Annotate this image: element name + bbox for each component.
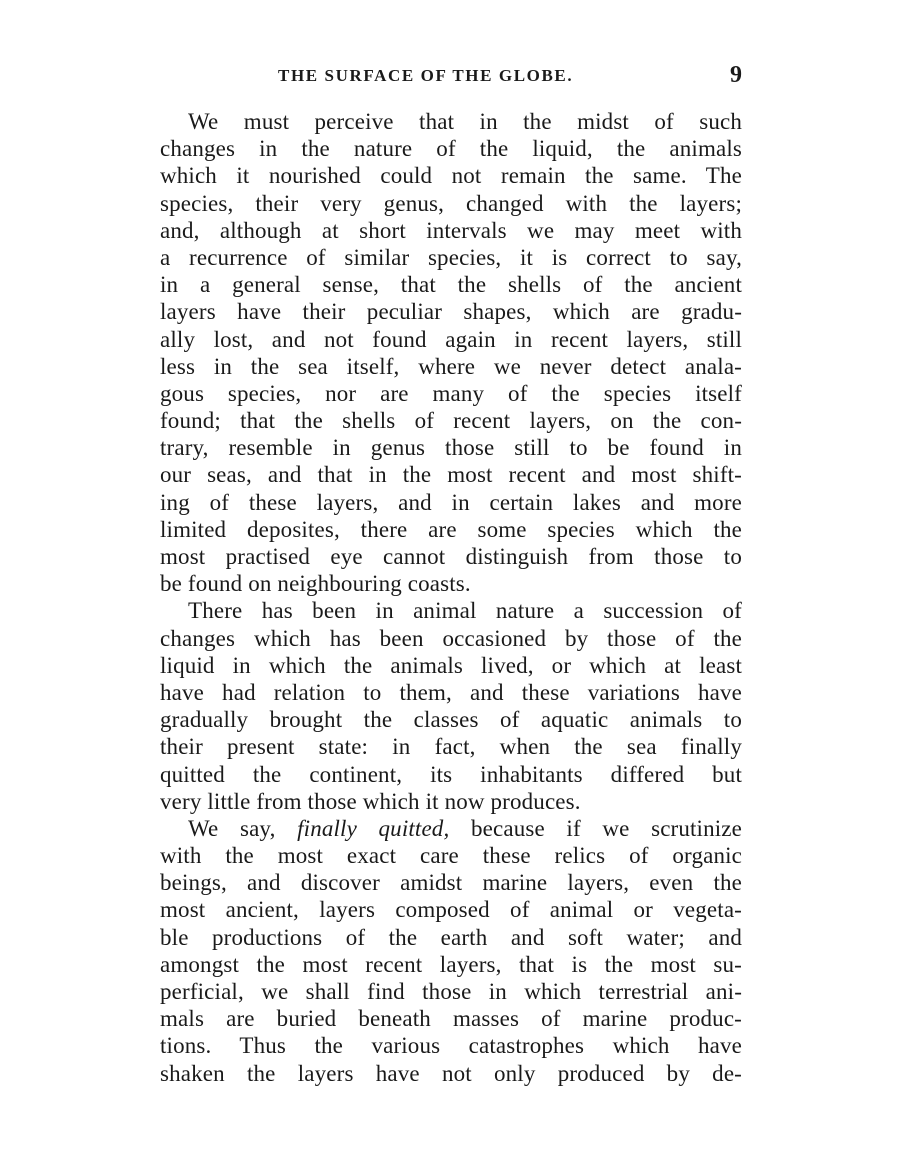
text-line: be found on neighbouring coasts. [160, 571, 471, 597]
paragraph-1 [160, 108, 742, 597]
text-line: ally lost, and not found again in recent layers, still [160, 326, 742, 352]
text-line: layers have their peculiar shapes, which are gradu- [160, 299, 742, 325]
paragraph-2 [160, 597, 742, 815]
text-line: their present state: in fact, when the sea finally [160, 734, 742, 760]
text-line: species, their very genus, changed with the layers; [160, 190, 742, 216]
text-line: amongst the most recent layers, that is the most su- [160, 951, 742, 977]
text-line: with the most exact care these relics of organic [160, 843, 742, 869]
text-line: mals are buried beneath masses of marine produc- [160, 1006, 742, 1032]
text-line: gous species, nor are many of the species itself [160, 380, 742, 406]
text-line: We must perceive that in the midst of such [188, 109, 742, 134]
text-run: We say, [188, 815, 298, 841]
text-line: limited deposites, there are some species which the [160, 516, 742, 542]
text-line: tions. Thus the various catastrophes which have [160, 1033, 742, 1059]
text-line: There has been in animal nature a succession of [188, 598, 742, 624]
text-line: trary, resemble in genus those still to be found in [160, 435, 742, 461]
text-line: gradually brought the classes of aquatic animals to [160, 707, 742, 733]
text-line: and, although at short intervals we may meet with [160, 217, 742, 243]
italic-emphasis: finally quitted, [297, 815, 450, 841]
text-line: a recurrence of similar species, it is correct to say, [160, 244, 742, 270]
text-line: changes which has been occasioned by those of the [160, 625, 742, 651]
text-line [160, 815, 742, 842]
text-line: which it nourished could not remain the same. The [160, 163, 742, 189]
running-head-title: THE SURFACE OF THE GLOBE. [278, 66, 574, 85]
text-line: liquid in which the animals lived, or which at least [160, 652, 742, 678]
text-line: have had relation to them, and these variations have [160, 679, 742, 705]
text-run: because if we scrutinize [449, 815, 742, 841]
text-line: shaken the layers have not only produced by de- [160, 1060, 742, 1086]
text-line: found; that the shells of recent layers, on the con- [160, 408, 742, 434]
text-line: in a general sense, that the shells of the ancient [160, 272, 742, 298]
text-line: ble productions of the earth and soft water; and [160, 924, 742, 950]
text-line: beings, and discover amidst marine layers, even the [160, 870, 742, 896]
text-line: our seas, and that in the most recent and most shift- [160, 462, 742, 488]
text-line: very little from those which it now produces. [160, 788, 581, 814]
text-line: less in the sea itself, where we never detect anala- [160, 353, 742, 379]
text-line: most ancient, layers composed of animal or vegeta- [160, 897, 742, 923]
text-line: perficial, we shall find those in which terrestrial ani- [160, 979, 742, 1004]
body-text [160, 108, 742, 1087]
text-line: changes in the nature of the liquid, the animals [160, 136, 742, 162]
text-line: quitted the continent, its inhabitants differed but [160, 761, 742, 787]
paragraph-3 [160, 815, 742, 1087]
page-number: 9 [730, 62, 742, 88]
text-line: most practised eye cannot distinguish from those to [160, 544, 742, 569]
running-head [160, 62, 742, 92]
text-line: ing of these layers, and in certain lakes and more [160, 489, 742, 515]
